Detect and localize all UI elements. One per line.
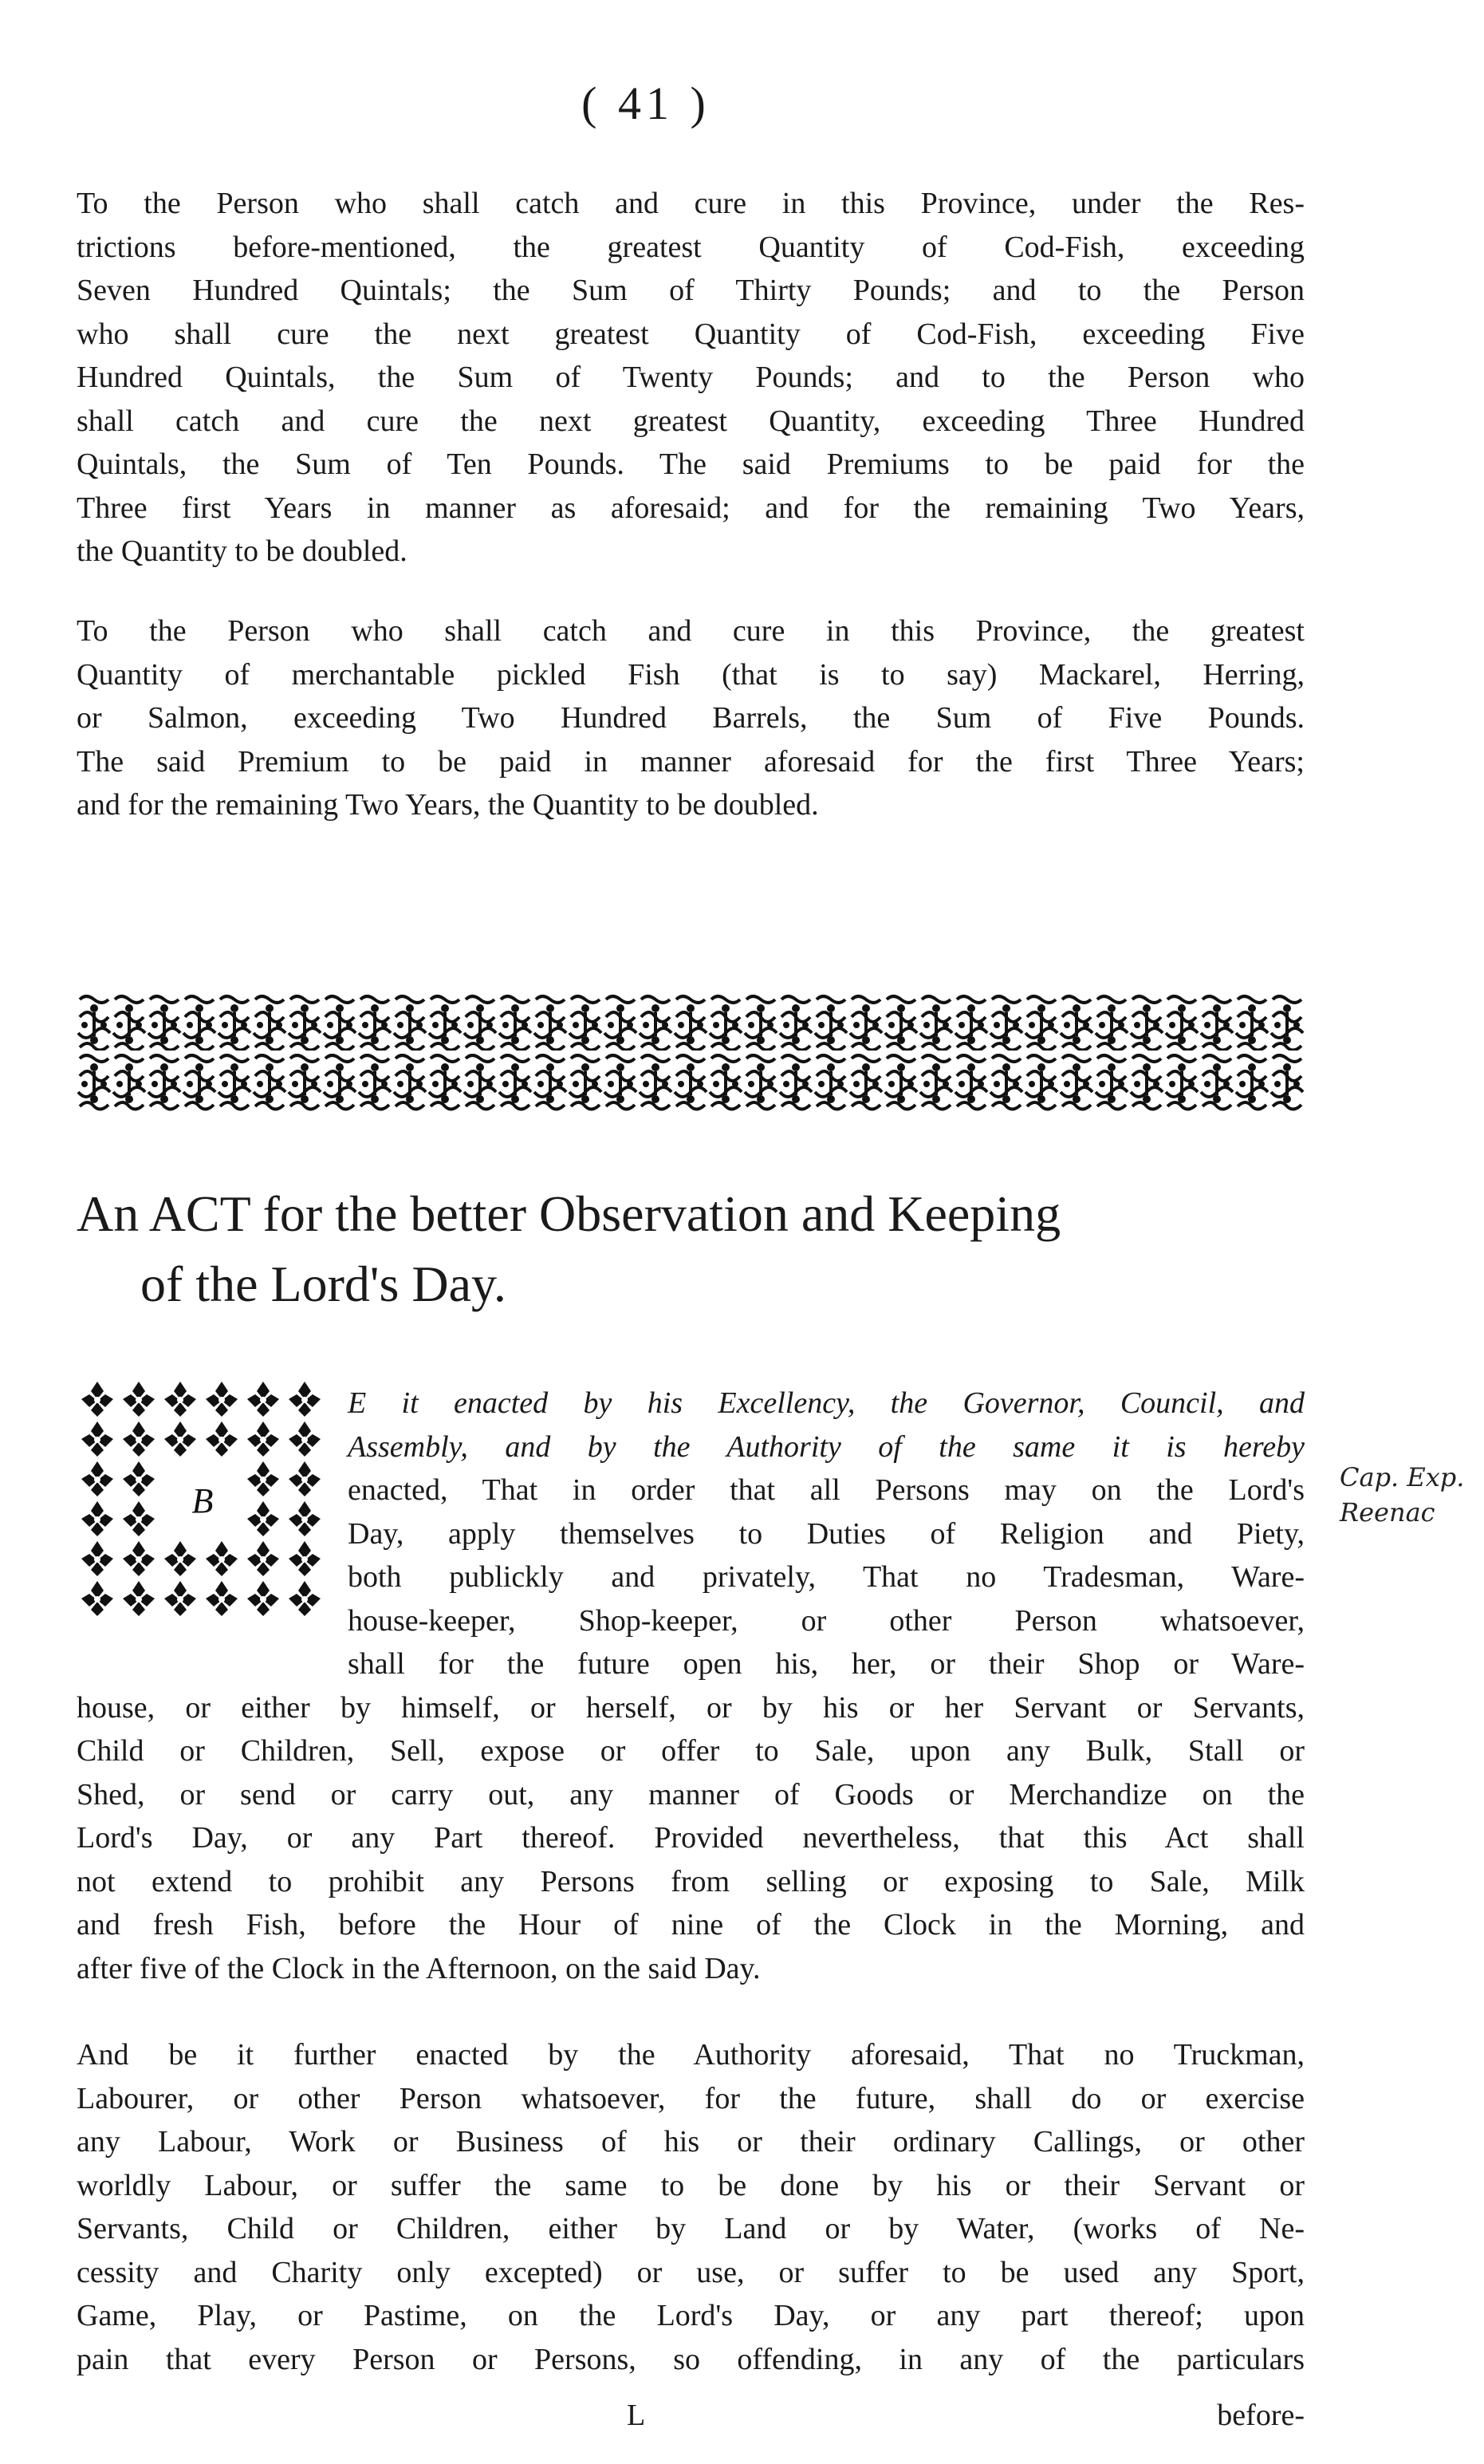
text-line: To the Person who shall catch and cure in this Province, under the Res- [77, 187, 1305, 220]
act-title-line-2: of the Lord's Day. [140, 1256, 506, 1312]
text-line: pain that every Person or Persons, so offending, in any of the particulars [77, 2342, 1305, 2376]
handwritten-margin-note: Cap. Exp. Reenac [1340, 1462, 1465, 1528]
text-line: enacted, That in order that all Persons may on the Lord's [348, 1473, 1305, 1507]
premium-paragraph-pickled-fish [77, 609, 1305, 827]
signature-mark: L [627, 2399, 646, 2432]
text-line: shall catch and cure the next greatest Quantity, exceeding Three Hundred [77, 404, 1305, 438]
text-line: who shall cure the next greatest Quantity of Cod-Fish, exceeding Five [77, 317, 1305, 351]
text-line: both publickly and privately, That no Tradesman, Ware- [348, 1560, 1305, 1594]
text-line: Child or Children, Sell, expose or offer to Sale, upon any Bulk, Stall or [77, 1734, 1305, 1768]
text-line: Quintals, the Sum of Ten Pounds. The said Premiums to be paid for the [77, 447, 1305, 481]
act-title [77, 1179, 1352, 1319]
catchword: before- [1217, 2399, 1305, 2432]
text-line: worldly Labour, or suffer the same to be done by his or their Servant or [77, 2168, 1305, 2202]
text-line: after five of the Clock in the Afternoon, on the said Day. [77, 1951, 761, 1985]
text-line: not extend to prohibit any Persons from selling or exposing to Sale, Milk [77, 1864, 1305, 1898]
text-line: To the Person who shall catch and cure in this Province, the greatest [77, 614, 1305, 648]
page-footer [77, 2398, 1305, 2441]
text-line: Assembly, and by the Authority of the same it is hereby [348, 1429, 1305, 1464]
text-line: trictions before-mentioned, the greatest Quantity of Cod-Fish, exceeding [77, 230, 1305, 264]
text-line: shall for the future open his, her, or their Shop or Ware- [348, 1647, 1305, 1681]
paragraph-spacer [77, 1990, 1305, 2033]
text-line: E it enacted by his Excellency, the Governor, Council, and [348, 1386, 1305, 1420]
premium-paragraph-cod-fish [77, 182, 1305, 574]
text-line: and for the remaining Two Years, the Quantity to be doubled. [77, 788, 819, 822]
text-line: And be it further enacted by the Authority aforesaid, That no Truckman, [77, 2038, 1305, 2072]
text-line: Hundred Quintals, the Sum of Twenty Pounds; and to the Person who [77, 361, 1305, 394]
text-line: house-keeper, Shop-keeper, or other Person whatsoever, [348, 1603, 1305, 1638]
text-line: the Quantity to be doubled. [77, 534, 407, 568]
text-line: and fresh Fish, before the Hour of nine of the Clock in the Morning, and [77, 1908, 1305, 1942]
act-paragraph-1 [77, 1382, 1305, 2381]
initial-letter: B [191, 1481, 214, 1520]
text-line: Servants, Child or Children, either by Land or by Water, (works of Ne- [77, 2212, 1305, 2245]
text-line: Shed, or send or carry out, any manner of Goods or Merchandize on the [77, 1777, 1305, 1812]
text-line: The said Premium to be paid in manner aforesaid for the first Three Years; [77, 744, 1305, 779]
ornament-graphic [77, 993, 1305, 1111]
text-line: Seven Hundred Quintals; the Sum of Thirty Pounds; and to the Person [77, 274, 1305, 307]
text-line: Labourer, or other Person whatsoever, for the future, shall do or exercise [77, 2081, 1305, 2115]
text-line: house, or either by himself, or herself, or by his or her Servant or Servants, [77, 1690, 1305, 1725]
text-line: Quantity of merchantable pickled Fish (that is to say) Mackarel, Herring, [77, 657, 1305, 692]
text-line: Day, apply themselves to Duties of Religion and Piety, [348, 1516, 1305, 1551]
act-title-line-1: An ACT for the better Observation and Keeping [77, 1185, 1061, 1242]
text-line: cessity and Charity only excepted) or use, or suffer to be used any Sport, [77, 2255, 1305, 2289]
text-line: any Labour, Work or Business of his or their ordinary Callings, or other [77, 2125, 1305, 2158]
page-number: ( 41 ) [581, 77, 711, 129]
decorative-ornament-band [77, 993, 1305, 1111]
text-line: Game, Play, or Pastime, on the Lord's Day, or any part thereof; upon [77, 2299, 1305, 2332]
text-line: Lord's Day, or any Part thereof. Provided nevertheless, that this Act shall [77, 1821, 1305, 1855]
text-line: or Salmon, exceeding Two Hundred Barrels, the Sum of Five Pounds. [77, 701, 1305, 735]
text-line: Three first Years in manner as aforesaid; and for the remaining Two Years, [77, 491, 1305, 525]
